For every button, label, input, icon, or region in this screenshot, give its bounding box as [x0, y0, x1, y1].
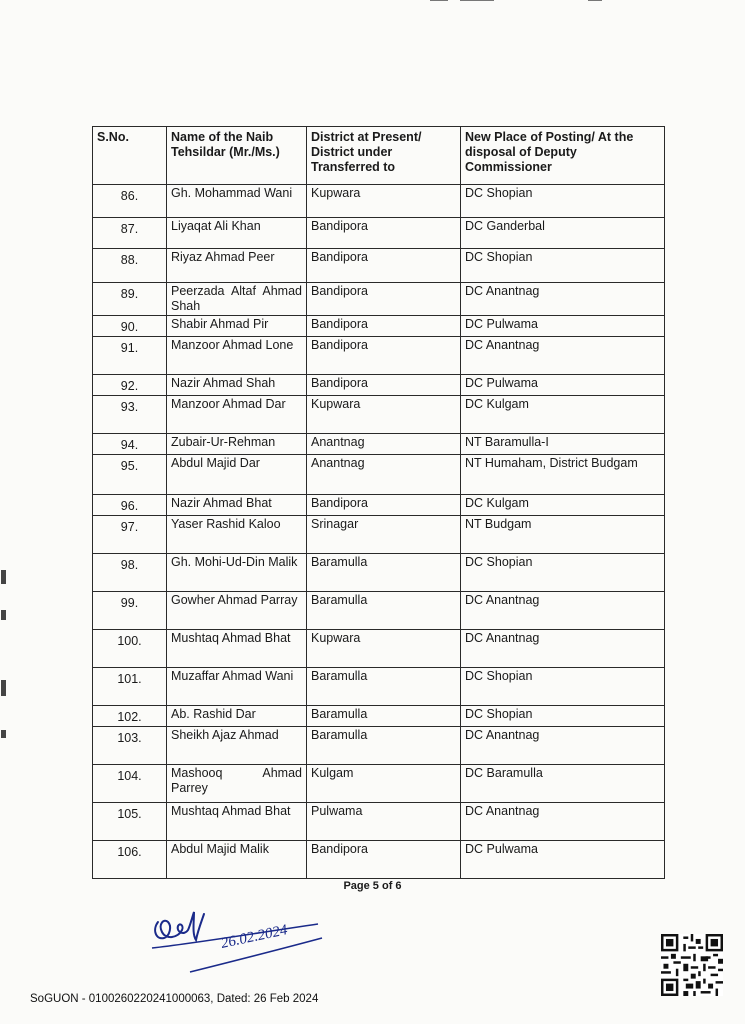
cell-name: Nazir Ahmad Shah: [167, 375, 307, 396]
cell-sno: 88.: [93, 249, 167, 283]
table-row: [93, 554, 665, 592]
table-row: [93, 668, 665, 706]
cell-posting: DC Pulwama: [461, 375, 665, 396]
cell-posting: DC Anantnag: [461, 337, 665, 375]
cell-posting: DC Pulwama: [461, 316, 665, 337]
cell-name: Liyaqat Ali Khan: [167, 218, 307, 249]
cell-posting: DC Anantnag: [461, 630, 665, 668]
cell-posting: DC Shopian: [461, 249, 665, 283]
table-row: [93, 434, 665, 455]
cell-district: Srinagar: [307, 516, 461, 554]
posting-table: [92, 126, 665, 879]
cell-name: Mushtaq Ahmad Bhat: [167, 803, 307, 841]
cell-district: Pulwama: [307, 803, 461, 841]
cell-posting: DC Shopian: [461, 554, 665, 592]
table-row: [93, 495, 665, 516]
cell-posting: DC Kulgam: [461, 495, 665, 516]
cell-district: Kupwara: [307, 185, 461, 218]
cell-sno: 103.: [93, 727, 167, 765]
cell-sno: 101.: [93, 668, 167, 706]
cell-sno: 91.: [93, 337, 167, 375]
cell-district: Anantnag: [307, 455, 461, 495]
cell-sno: 93.: [93, 396, 167, 434]
cell-sno: 100.: [93, 630, 167, 668]
table-row: [93, 630, 665, 668]
table-row: [93, 337, 665, 375]
cell-posting: DC Shopian: [461, 185, 665, 218]
table-row: [93, 455, 665, 495]
cell-posting: NT Baramulla-I: [461, 434, 665, 455]
cell-posting: DC Kulgam: [461, 396, 665, 434]
cell-name: Zubair-Ur-Rehman: [167, 434, 307, 455]
cell-posting: DC Shopian: [461, 668, 665, 706]
table-row: [93, 396, 665, 434]
cell-district: Kulgam: [307, 765, 461, 803]
table-row: [93, 727, 665, 765]
header-name: Name of the Naib Tehsildar (Mr./Ms.): [167, 127, 307, 185]
cell-district: Bandipora: [307, 218, 461, 249]
header-posting: New Place of Posting/ At the disposal of Deputy Commissioner: [461, 127, 665, 185]
table-row: [93, 218, 665, 249]
table-row: [93, 283, 665, 316]
table-row: [93, 841, 665, 879]
table-header-row: [93, 127, 665, 185]
document-footer: SoGUON - 0100260220241000063, Dated: 26 Feb 2024: [30, 993, 319, 1005]
table-row: [93, 185, 665, 218]
cell-name: Gh. Mohammad Wani: [167, 185, 307, 218]
cell-name: Abdul Majid Dar: [167, 455, 307, 495]
cell-name: Muzaffar Ahmad Wani: [167, 668, 307, 706]
cell-district: Bandipora: [307, 495, 461, 516]
table-row: [93, 316, 665, 337]
cell-posting: DC Shopian: [461, 706, 665, 727]
cell-posting: DC Anantnag: [461, 592, 665, 630]
cell-sno: 90.: [93, 316, 167, 337]
table-row: [93, 249, 665, 283]
cell-sno: 106.: [93, 841, 167, 879]
table-row: [93, 516, 665, 554]
cell-name: Peerzada Altaf Ahmad Shah: [167, 283, 307, 316]
cell-sno: 96.: [93, 495, 167, 516]
cell-district: Anantnag: [307, 434, 461, 455]
cell-district: Baramulla: [307, 592, 461, 630]
cell-name: Abdul Majid Malik: [167, 841, 307, 879]
cell-sno: 89.: [93, 283, 167, 316]
cell-sno: 86.: [93, 185, 167, 218]
cell-posting: DC Baramulla: [461, 765, 665, 803]
cell-posting: DC Ganderbal: [461, 218, 665, 249]
cell-sno: 104.: [93, 765, 167, 803]
cell-posting: DC Anantnag: [461, 283, 665, 316]
cell-district: Bandipora: [307, 841, 461, 879]
cell-name: Gh. Mohi-Ud-Din Malik: [167, 554, 307, 592]
cell-district: Kupwara: [307, 630, 461, 668]
cell-district: Baramulla: [307, 554, 461, 592]
cell-name: Sheikh Ajaz Ahmad: [167, 727, 307, 765]
cell-posting: NT Budgam: [461, 516, 665, 554]
scan-side-marks: [0, 550, 8, 750]
table-row: [93, 803, 665, 841]
cell-sno: 97.: [93, 516, 167, 554]
cell-sno: 87.: [93, 218, 167, 249]
cell-sno: 98.: [93, 554, 167, 592]
cell-name: Manzoor Ahmad Dar: [167, 396, 307, 434]
cell-name: Mashooq Ahmad Parrey: [167, 765, 307, 803]
signature-date: 26.02.2024: [219, 922, 289, 952]
cell-name: Mushtaq Ahmad Bhat: [167, 630, 307, 668]
cell-name: Gowher Ahmad Parray: [167, 592, 307, 630]
cell-district: Bandipora: [307, 249, 461, 283]
cell-district: Baramulla: [307, 727, 461, 765]
cell-sno: 94.: [93, 434, 167, 455]
cell-sno: 102.: [93, 706, 167, 727]
cell-district: Bandipora: [307, 283, 461, 316]
cell-name: Riyaz Ahmad Peer: [167, 249, 307, 283]
cell-posting: DC Anantnag: [461, 803, 665, 841]
table-row: [93, 706, 665, 727]
table-row: [93, 375, 665, 396]
header-sno: S.No.: [93, 127, 167, 185]
cell-name: Shabir Ahmad Pir: [167, 316, 307, 337]
table-row: [93, 592, 665, 630]
scan-edge-marks: [420, 0, 745, 14]
cell-name: Yaser Rashid Kaloo: [167, 516, 307, 554]
page-number: Page 5 of 6: [343, 880, 402, 892]
signature: [150, 900, 325, 980]
cell-posting: DC Pulwama: [461, 841, 665, 879]
table-row: [93, 765, 665, 803]
cell-posting: NT Humaham, District Budgam: [461, 455, 665, 495]
cell-name: Nazir Ahmad Bhat: [167, 495, 307, 516]
cell-sno: 99.: [93, 592, 167, 630]
cell-name: Ab. Rashid Dar: [167, 706, 307, 727]
cell-district: Bandipora: [307, 337, 461, 375]
cell-district: Kupwara: [307, 396, 461, 434]
header-district: District at Present/ District under Transferred to: [307, 127, 461, 185]
cell-district: Bandipora: [307, 375, 461, 396]
cell-district: Bandipora: [307, 316, 461, 337]
cell-sno: 105.: [93, 803, 167, 841]
cell-sno: 92.: [93, 375, 167, 396]
cell-sno: 95.: [93, 455, 167, 495]
cell-posting: DC Anantnag: [461, 727, 665, 765]
cell-district: Baramulla: [307, 706, 461, 727]
qr-code-icon: [661, 934, 723, 996]
cell-name: Manzoor Ahmad Lone: [167, 337, 307, 375]
cell-district: Baramulla: [307, 668, 461, 706]
